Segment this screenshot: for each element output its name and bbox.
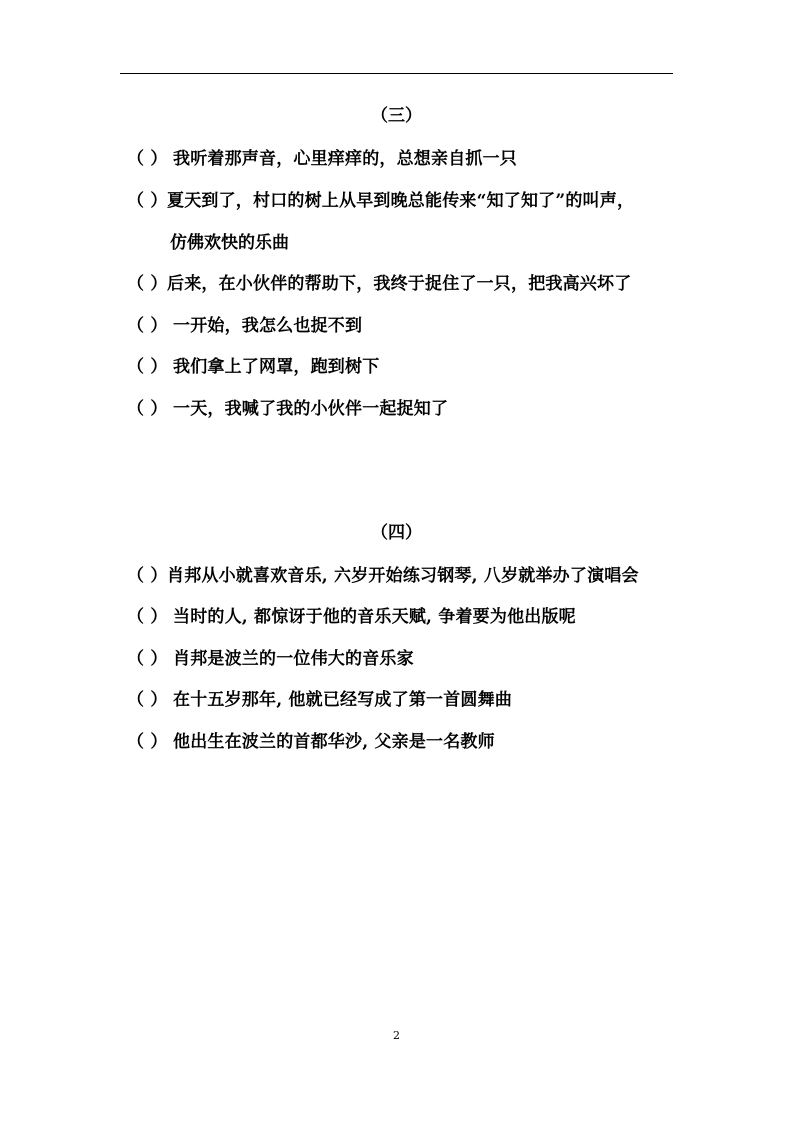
sentence-text: 肖邦从小就喜欢音乐, 六岁开始练习钢琴, 八岁就举办了演唱会 [167,566,639,586]
answer-blank[interactable]: （ ） [127,274,168,294]
list-item [127,149,687,169]
header-rule [120,73,673,74]
section-title-4: （四） [371,523,422,543]
answer-blank[interactable]: （ ） [127,191,168,211]
list-item [127,191,687,211]
answer-blank[interactable]: （ ） [127,732,168,752]
sentence-text: 一开始，我怎么也捉不到 [173,316,363,336]
sentence-text: 一天，我喊了我的小伙伴一起捉知了 [173,399,449,419]
sentence-text: 我听着那声音，心里痒痒的，总想亲自抓一只 [173,149,517,169]
answer-blank[interactable]: （ ） [127,316,168,336]
section-title-3: （三） [371,106,422,126]
sentence-text: 我们拿上了网罩，跑到树下 [173,357,380,377]
answer-blank[interactable]: （ ） [127,566,168,586]
sentence-text: 后来，在小伙伴的帮助下，我终于捉住了一只，把我高兴坏了 [167,274,632,294]
list-item [127,566,687,586]
sentence-text: 在十五岁那年, 他就已经写成了第一首圆舞曲 [173,690,513,710]
answer-blank[interactable]: （ ） [127,649,168,669]
list-item [127,732,687,752]
sentence-text: 夏天到了，村口的树上从早到晚总能传来“知了知了”的叫声， [167,191,635,211]
list-item [127,357,687,377]
list-item [127,649,687,669]
sentence-text: 肖邦是波兰的一位伟大的音乐家 [173,649,414,669]
list-item [127,399,687,419]
answer-blank[interactable]: （ ） [127,357,168,377]
answer-blank[interactable]: （ ） [127,690,168,710]
sentence-text: 他出生在波兰的首都华沙, 父亲是一名教师 [173,732,495,752]
list-item [127,316,687,336]
answer-blank[interactable]: （ ） [127,149,168,169]
list-item [127,607,687,627]
list-item [127,690,687,710]
sentence-text: 当时的人, 都惊讶于他的音乐天赋, 争着要为他出版呢 [173,607,576,627]
sentence-continuation: 仿佛欢快的乐曲 [170,233,289,253]
answer-blank[interactable]: （ ） [127,607,168,627]
answer-blank[interactable]: （ ） [127,399,168,419]
page-number: 2 [393,1029,400,1042]
list-item [127,274,687,294]
